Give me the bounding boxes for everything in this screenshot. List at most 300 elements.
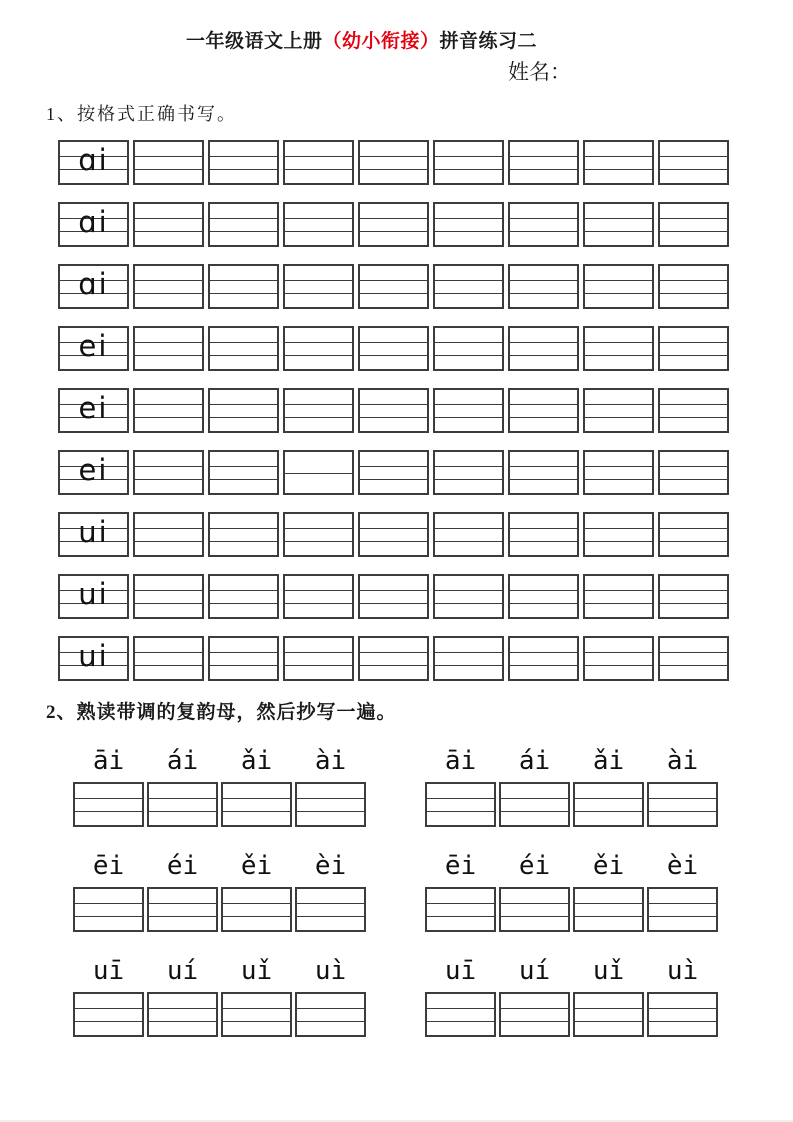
writing-cell	[508, 450, 579, 495]
cell-guideline	[135, 590, 202, 591]
writing-cell	[433, 512, 504, 557]
cell-guideline	[585, 342, 652, 343]
cell-guideline	[660, 541, 727, 542]
toned-syllable: uì	[666, 956, 699, 987]
cell-guideline	[135, 665, 202, 666]
writing-row	[58, 202, 729, 247]
cell-guideline	[585, 404, 652, 405]
writing-cell	[583, 574, 654, 619]
writing-cell	[295, 992, 366, 1037]
cell-guideline	[297, 798, 364, 799]
cell-guideline	[75, 1008, 142, 1009]
toned-syllable: ài	[666, 746, 699, 777]
cell-guideline	[135, 293, 202, 294]
writing-cell	[583, 450, 654, 495]
writing-cell	[283, 574, 354, 619]
cell-guideline	[435, 479, 502, 480]
cell-guideline	[135, 156, 202, 157]
cell-guideline	[297, 811, 364, 812]
writing-cell	[658, 388, 729, 433]
cell-guideline	[210, 231, 277, 232]
writing-cell	[133, 202, 204, 247]
cell-guideline	[660, 218, 727, 219]
writing-cell	[508, 636, 579, 681]
cell-guideline	[510, 355, 577, 356]
pinyin-label: ei	[78, 452, 109, 487]
writing-cell	[425, 887, 496, 932]
writing-cell	[58, 450, 129, 495]
cell-guideline	[360, 280, 427, 281]
cell-guideline	[435, 342, 502, 343]
cell-guideline	[360, 355, 427, 356]
writing-cell	[221, 992, 292, 1037]
cell-guideline	[210, 293, 277, 294]
cell-guideline	[135, 466, 202, 467]
cell-guideline	[435, 466, 502, 467]
copy-grid-row	[73, 782, 366, 827]
writing-cell	[508, 388, 579, 433]
writing-cell	[295, 887, 366, 932]
cell-guideline	[135, 169, 202, 170]
cell-guideline	[435, 541, 502, 542]
cell-guideline	[585, 541, 652, 542]
cell-guideline	[435, 417, 502, 418]
writing-cell	[73, 992, 144, 1037]
toned-syllable-row	[73, 949, 366, 986]
cell-guideline	[585, 665, 652, 666]
cell-guideline	[585, 280, 652, 281]
writing-cell	[658, 636, 729, 681]
cell-guideline	[427, 903, 494, 904]
writing-cell	[208, 574, 279, 619]
cell-guideline	[360, 342, 427, 343]
cell-guideline	[435, 231, 502, 232]
cell-guideline	[575, 811, 642, 812]
cell-guideline	[510, 652, 577, 653]
pinyin-label: ui	[78, 514, 109, 549]
writing-cell	[647, 782, 718, 827]
writing-row	[58, 450, 729, 495]
cell-guideline	[435, 652, 502, 653]
toned-syllable: āi	[92, 746, 125, 777]
writing-cell	[133, 512, 204, 557]
cell-guideline	[135, 218, 202, 219]
cell-guideline	[435, 355, 502, 356]
cell-guideline	[360, 541, 427, 542]
cell-guideline	[649, 811, 716, 812]
writing-cell	[283, 388, 354, 433]
writing-cell	[208, 636, 279, 681]
copy-grid-row	[425, 992, 718, 1037]
writing-cell	[221, 887, 292, 932]
page-title	[186, 26, 537, 53]
cell-guideline	[510, 293, 577, 294]
cell-guideline	[210, 404, 277, 405]
cell-guideline	[585, 293, 652, 294]
cell-guideline	[585, 156, 652, 157]
cell-guideline	[585, 603, 652, 604]
toned-syllable: uǐ	[240, 956, 273, 987]
cell-guideline	[149, 798, 216, 799]
pinyin-label: ɑi	[78, 204, 109, 239]
toned-syllable: uí	[166, 956, 199, 987]
writing-cell	[583, 388, 654, 433]
pinyin-label: ui	[78, 576, 109, 611]
cell-guideline	[210, 280, 277, 281]
copy-grid-row	[73, 887, 366, 932]
cell-guideline	[223, 798, 290, 799]
writing-cell	[433, 574, 504, 619]
cell-guideline	[510, 528, 577, 529]
writing-cell	[283, 512, 354, 557]
cell-guideline	[210, 417, 277, 418]
writing-cell	[358, 202, 429, 247]
cell-guideline	[649, 798, 716, 799]
writing-cell	[208, 202, 279, 247]
cell-guideline	[297, 1021, 364, 1022]
toned-syllable: ái	[518, 746, 551, 777]
writing-cell	[283, 450, 354, 495]
cell-guideline	[660, 156, 727, 157]
syllable-group-left	[73, 949, 366, 1037]
toned-syllable: uí	[518, 956, 551, 987]
cell-guideline	[660, 665, 727, 666]
cell-guideline	[435, 293, 502, 294]
cell-guideline	[585, 169, 652, 170]
cell-guideline	[360, 466, 427, 467]
writing-cell	[58, 140, 129, 185]
cell-guideline	[585, 231, 652, 232]
cell-guideline	[575, 916, 642, 917]
writing-row	[58, 140, 729, 185]
toned-syllable: āi	[444, 746, 477, 777]
cell-guideline	[360, 169, 427, 170]
writing-row	[58, 574, 729, 619]
writing-cell	[573, 992, 644, 1037]
writing-cell	[499, 782, 570, 827]
writing-cell	[433, 202, 504, 247]
cell-guideline	[223, 1008, 290, 1009]
writing-cell	[58, 202, 129, 247]
title-highlight: （幼小衔接）	[322, 31, 440, 52]
writing-cell	[358, 450, 429, 495]
cell-guideline	[510, 342, 577, 343]
cell-guideline	[285, 355, 352, 356]
writing-cell	[358, 636, 429, 681]
writing-cell	[658, 326, 729, 371]
cell-guideline	[149, 903, 216, 904]
writing-row	[58, 264, 729, 309]
cell-guideline	[75, 1021, 142, 1022]
toned-syllable: ái	[166, 746, 199, 777]
writing-cell	[58, 264, 129, 309]
student-name-label: 姓名：	[508, 60, 571, 84]
cell-guideline	[575, 798, 642, 799]
cell-guideline	[649, 916, 716, 917]
writing-cell	[283, 140, 354, 185]
cell-guideline	[360, 479, 427, 480]
writing-cell	[133, 450, 204, 495]
cell-guideline	[210, 603, 277, 604]
toned-syllable: uī	[92, 956, 125, 987]
cell-guideline	[285, 417, 352, 418]
writing-cell	[433, 264, 504, 309]
writing-cell	[133, 388, 204, 433]
writing-cell	[133, 264, 204, 309]
writing-cell	[658, 202, 729, 247]
cell-guideline	[285, 280, 352, 281]
cell-guideline	[501, 1021, 568, 1022]
cell-guideline	[360, 156, 427, 157]
writing-cell	[583, 636, 654, 681]
cell-guideline	[427, 1021, 494, 1022]
cell-guideline	[510, 169, 577, 170]
cell-guideline	[210, 590, 277, 591]
cell-guideline	[360, 218, 427, 219]
syllable-group-right	[425, 844, 718, 932]
cell-guideline	[435, 156, 502, 157]
writing-cell	[58, 326, 129, 371]
cell-guideline	[285, 218, 352, 219]
toned-syllable: ài	[314, 746, 347, 777]
cell-guideline	[297, 1008, 364, 1009]
syllable-group-left	[73, 844, 366, 932]
writing-cell	[573, 887, 644, 932]
writing-cell	[358, 326, 429, 371]
writing-cell	[583, 140, 654, 185]
cell-guideline	[435, 590, 502, 591]
toned-syllable: ǎi	[240, 746, 273, 777]
cell-guideline	[360, 665, 427, 666]
cell-guideline	[149, 1021, 216, 1022]
cell-guideline	[285, 652, 352, 653]
cell-guideline	[585, 355, 652, 356]
cell-guideline	[510, 590, 577, 591]
cell-guideline	[297, 903, 364, 904]
writing-cell	[508, 512, 579, 557]
writing-cell	[425, 992, 496, 1037]
writing-cell	[658, 140, 729, 185]
writing-cell	[358, 574, 429, 619]
cell-guideline	[210, 528, 277, 529]
writing-cell	[508, 202, 579, 247]
cell-guideline	[285, 404, 352, 405]
cell-guideline	[427, 1008, 494, 1009]
copy-grid-row	[425, 782, 718, 827]
cell-guideline	[510, 417, 577, 418]
cell-guideline	[501, 1008, 568, 1009]
writing-cell	[221, 782, 292, 827]
cell-guideline	[210, 218, 277, 219]
cell-guideline	[435, 665, 502, 666]
cell-guideline	[510, 218, 577, 219]
writing-cell	[358, 264, 429, 309]
cell-guideline	[649, 1021, 716, 1022]
cell-guideline	[660, 342, 727, 343]
writing-cell	[133, 574, 204, 619]
cell-guideline	[135, 541, 202, 542]
cell-guideline	[575, 903, 642, 904]
pinyin-label: ɑi	[78, 142, 109, 177]
cell-guideline	[660, 231, 727, 232]
toned-syllable-row	[73, 844, 366, 881]
cell-guideline	[427, 916, 494, 917]
writing-cell	[283, 202, 354, 247]
cell-guideline	[585, 590, 652, 591]
section2-heading: 2、熟读带调的复韵母，然后抄写一遍。	[46, 702, 397, 723]
cell-guideline	[210, 355, 277, 356]
writing-cell	[658, 512, 729, 557]
writing-cell	[58, 574, 129, 619]
cell-guideline	[660, 404, 727, 405]
cell-guideline	[510, 603, 577, 604]
toned-syllable: èi	[314, 851, 347, 882]
syllable-group-right	[425, 949, 718, 1037]
writing-cell	[508, 264, 579, 309]
cell-guideline	[660, 293, 727, 294]
writing-cell	[658, 264, 729, 309]
writing-cell	[508, 326, 579, 371]
cell-guideline	[435, 280, 502, 281]
writing-cell	[358, 140, 429, 185]
cell-guideline	[585, 479, 652, 480]
cell-guideline	[575, 1008, 642, 1009]
cell-guideline	[510, 541, 577, 542]
cell-guideline	[510, 280, 577, 281]
writing-cell	[73, 887, 144, 932]
writing-cell	[133, 636, 204, 681]
writing-cell	[58, 512, 129, 557]
toned-syllable-row	[425, 844, 718, 881]
writing-cell	[208, 140, 279, 185]
writing-cell	[295, 782, 366, 827]
cell-guideline	[501, 811, 568, 812]
cell-guideline	[510, 665, 577, 666]
cell-guideline	[285, 231, 352, 232]
cell-guideline	[585, 218, 652, 219]
cell-guideline	[210, 466, 277, 467]
cell-guideline	[210, 479, 277, 480]
cell-guideline	[435, 528, 502, 529]
toned-syllable: éi	[518, 851, 551, 882]
writing-cell	[647, 887, 718, 932]
toned-syllable: uī	[444, 956, 477, 987]
cell-guideline	[285, 342, 352, 343]
cell-guideline	[135, 528, 202, 529]
cell-guideline	[649, 903, 716, 904]
syllable-group-left	[73, 739, 366, 827]
writing-cell	[583, 512, 654, 557]
writing-cell	[658, 450, 729, 495]
toned-syllable: ěi	[240, 851, 273, 882]
cell-guideline	[210, 156, 277, 157]
writing-cell	[658, 574, 729, 619]
cell-guideline	[585, 652, 652, 653]
cell-guideline	[660, 169, 727, 170]
cell-guideline	[360, 590, 427, 591]
toned-syllable: uǐ	[592, 956, 625, 987]
cell-guideline	[660, 528, 727, 529]
cell-guideline	[285, 590, 352, 591]
cell-guideline	[149, 1008, 216, 1009]
cell-guideline	[435, 603, 502, 604]
cell-guideline	[360, 231, 427, 232]
cell-guideline	[135, 652, 202, 653]
title-suffix: 拼音练习二	[439, 31, 538, 52]
toned-syllable: èi	[666, 851, 699, 882]
cell-guideline	[660, 590, 727, 591]
cell-guideline	[660, 355, 727, 356]
pinyin-label: ɑi	[78, 266, 109, 301]
cell-guideline	[285, 603, 352, 604]
toned-syllable-row	[425, 949, 718, 986]
cell-guideline	[210, 342, 277, 343]
syllable-group-right	[425, 739, 718, 827]
cell-guideline	[510, 466, 577, 467]
writing-cell	[583, 264, 654, 309]
writing-cell	[208, 512, 279, 557]
cell-guideline	[435, 169, 502, 170]
cell-guideline	[75, 903, 142, 904]
cell-guideline	[427, 811, 494, 812]
writing-cell	[358, 388, 429, 433]
pinyin-label: ei	[78, 328, 109, 363]
writing-cell	[208, 388, 279, 433]
cell-guideline	[285, 528, 352, 529]
cell-guideline	[149, 916, 216, 917]
cell-guideline	[585, 466, 652, 467]
writing-cell	[133, 326, 204, 371]
cell-guideline	[135, 479, 202, 480]
writing-cell	[147, 887, 218, 932]
writing-row	[58, 512, 729, 557]
writing-cell	[647, 992, 718, 1037]
cell-guideline	[75, 798, 142, 799]
cell-guideline	[223, 811, 290, 812]
cell-guideline	[585, 417, 652, 418]
writing-cell	[433, 326, 504, 371]
writing-cell	[58, 636, 129, 681]
writing-cell	[147, 992, 218, 1037]
cell-midline	[285, 473, 352, 474]
pinyin-label: ei	[78, 390, 109, 425]
cell-guideline	[285, 293, 352, 294]
cell-guideline	[210, 652, 277, 653]
writing-cell	[433, 140, 504, 185]
writing-cell	[425, 782, 496, 827]
section1-heading: 1、按格式正确书写。	[46, 104, 237, 124]
writing-cell	[583, 326, 654, 371]
title-prefix: 一年级语文上册	[186, 31, 323, 52]
cell-guideline	[660, 466, 727, 467]
cell-guideline	[360, 528, 427, 529]
cell-guideline	[501, 798, 568, 799]
cell-guideline	[510, 156, 577, 157]
cell-guideline	[501, 916, 568, 917]
writing-cell	[133, 140, 204, 185]
pinyin-label: ui	[78, 638, 109, 673]
cell-guideline	[360, 417, 427, 418]
cell-guideline	[285, 665, 352, 666]
writing-cell	[208, 326, 279, 371]
cell-guideline	[135, 355, 202, 356]
cell-guideline	[660, 479, 727, 480]
writing-row	[58, 388, 729, 433]
writing-cell	[583, 202, 654, 247]
writing-cell	[508, 574, 579, 619]
writing-cell	[499, 887, 570, 932]
cell-guideline	[285, 541, 352, 542]
